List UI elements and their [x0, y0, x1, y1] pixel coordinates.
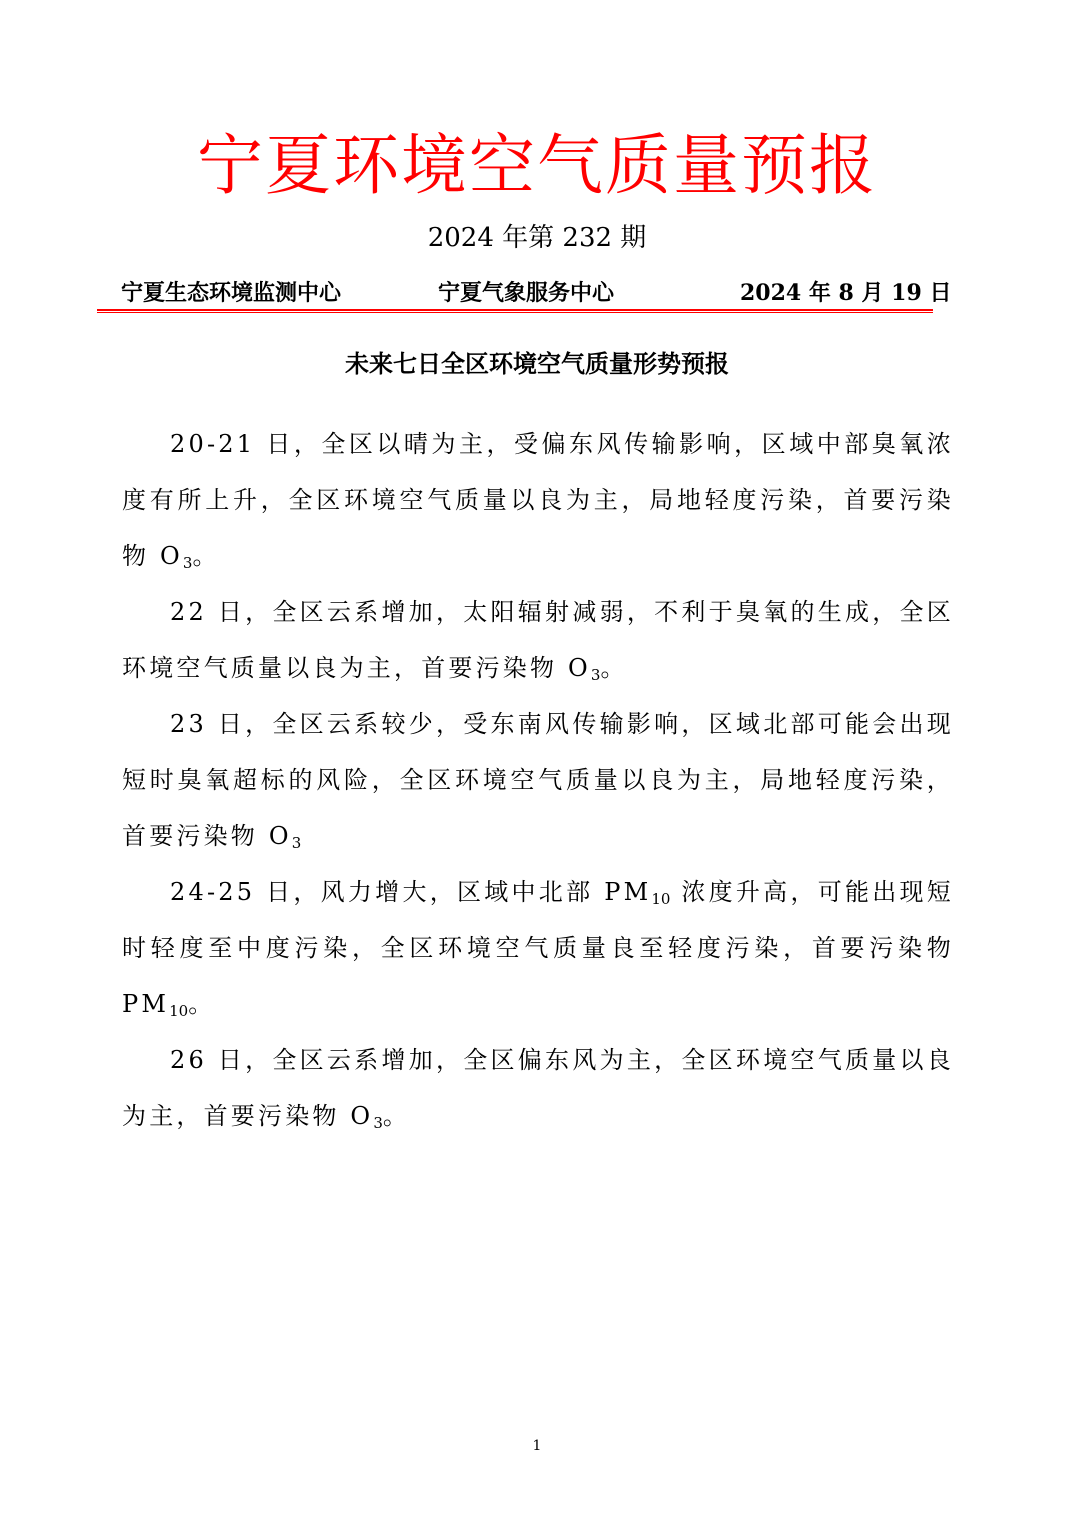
subscript: 3: [373, 1114, 383, 1132]
forecast-body: [122, 416, 954, 1144]
subscript: 3: [182, 554, 193, 572]
issue-number: 2024 年第 232 期: [427, 223, 647, 253]
subscript: 3: [590, 666, 601, 684]
document-title: 宁夏环境空气质量预报: [197, 127, 877, 204]
org-weather-center: 宁夏气象服务中心: [438, 280, 615, 306]
subscript: 3: [291, 834, 302, 852]
forecast-paragraph-22: [122, 584, 954, 696]
issue-date: 2024 年 8 月 19 日: [740, 280, 952, 306]
paragraph-text-end: 。: [188, 990, 216, 1018]
paragraph-text: 20-21 日，全区以晴为主，受偏东风传输影响，区域中部臭氧浓度有所上升，全区环境空气质量以良为主，局地轻度污染，首要污染物 O: [122, 430, 954, 570]
red-divider: [97, 309, 933, 311]
forecast-paragraph-23: [122, 696, 954, 864]
paragraph-text: 24-25 日，风力增大，区域中北部 PM: [170, 878, 652, 906]
forecast-paragraph-24-25: [122, 864, 954, 1032]
paragraph-text-end: 。: [382, 1102, 411, 1130]
paragraph-text-end: 。: [600, 654, 628, 682]
paragraph-text-middle: 浓度升高，可能出现短时轻度至中度污染，全区环境空气质量良至轻度污染，首要污染物 PM: [122, 878, 955, 1018]
page-number: 1: [532, 1438, 542, 1454]
forecast-paragraph-20-21: [122, 416, 954, 584]
subscript: 10: [169, 1002, 189, 1020]
paragraph-text: 22 日，全区云系增加，太阳辐射减弱，不利于臭氧的生成，全区环境空气质量以良为主，首要污染物 O: [122, 598, 954, 682]
paragraph-text: 26 日，全区云系增加，全区偏东风为主，全区环境空气质量以良为主，首要污染物 O: [122, 1046, 954, 1130]
subscript: 10: [651, 890, 671, 908]
paragraph-text-end: 。: [192, 542, 220, 570]
section-title: 未来七日全区环境空气质量形势预报: [345, 349, 729, 378]
red-divider-thin: [97, 312, 933, 313]
org-ecology-center: 宁夏生态环境监测中心: [121, 280, 342, 306]
paragraph-text: 23 日，全区云系较少，受东南风传输影响，区域北部可能会出现短时臭氧超标的风险，全区环境空气质量以良为主，局地轻度污染，首要污染物 O: [122, 710, 954, 850]
forecast-paragraph-26: [122, 1032, 954, 1144]
